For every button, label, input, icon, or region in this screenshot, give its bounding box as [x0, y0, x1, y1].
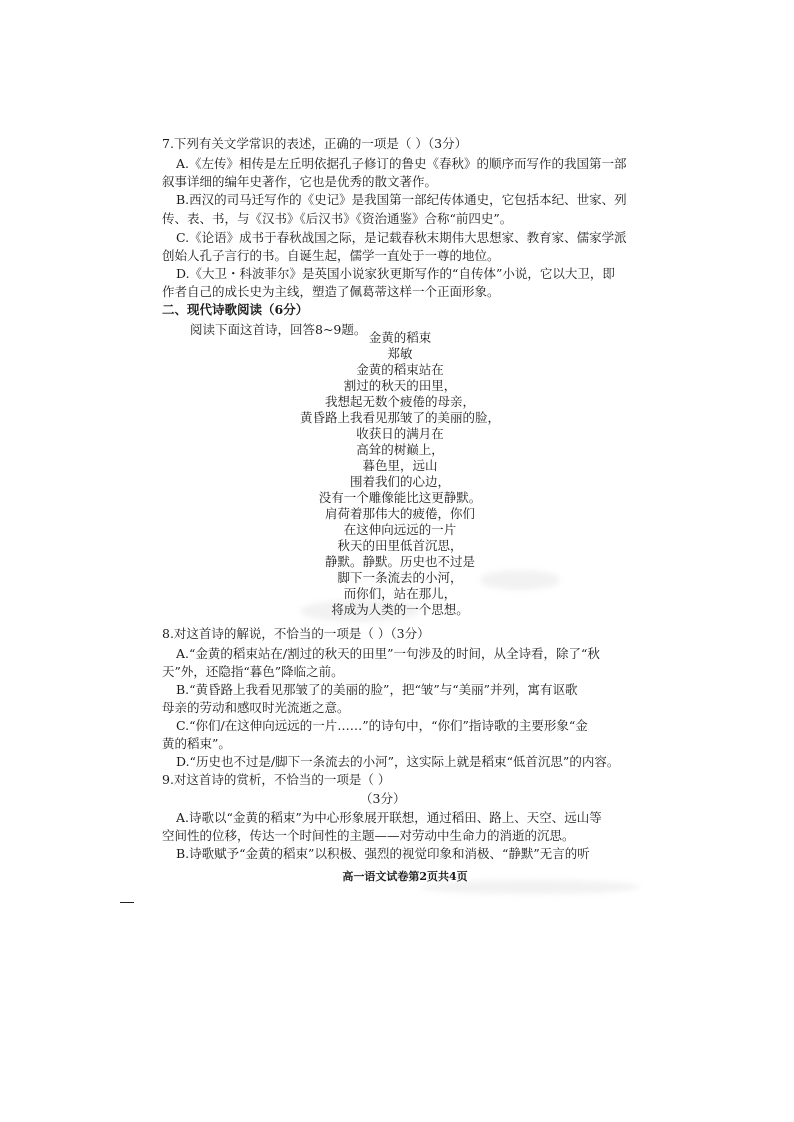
poem-line: 割过的秋天的田里， [343, 378, 457, 393]
poem-line: 金黄的稻束站在 [356, 362, 444, 377]
q7-option-c-cont: 创始人孔子言行的书。自诞生起，儒学一直处于一尊的地位。 [162, 248, 500, 263]
q7-option-d-cont: 作者自己的成长史为主线，塑造了佩葛蒂这样一个正面形象。 [162, 284, 500, 299]
poem-line: 围着我们的心边， [349, 474, 450, 489]
q8-option-c-cont: 黄的稻束”。 [162, 736, 231, 751]
poem-title: 金黄的稻束 [368, 330, 432, 345]
q8-option-c: C.“你们/在这伸向远远的一片……”的诗句中，“你们”指诗歌的主要形象“金 [176, 718, 588, 733]
q8-option-a-cont: 天”外，还隐指“暮色”降临之前。 [162, 664, 344, 679]
q7-option-a: A.《左传》相传是左丘明依据孔子修订的鲁史《春秋》的顺序而写作的我国第一部 [176, 156, 627, 171]
q7-option-a-cont: 叙事详细的编年史著作，它也是优秀的散文著作。 [162, 174, 438, 189]
q8-stem: 8.对这首诗的解说，不恰当的一项是（ ）（3分） [162, 626, 430, 641]
q9-score: （3分） [360, 791, 406, 806]
poem-line: 收获日的满月在 [356, 426, 444, 441]
poem-line: 在这伸向远远的一片 [343, 522, 457, 537]
poem-line: 将成为人类的一个思想。 [331, 602, 469, 617]
q8-option-b: B.“黄昏路上我看见那皱了的美丽的脸”，把“皱”与“美丽”并列，寓有讴歌 [176, 682, 578, 697]
q9-option-b: B.诗歌赋予“金黄的稻束”以积极、强烈的视觉印象和消极、“静默”无言的听 [176, 846, 590, 861]
q8-option-a: A.“金黄的稻束站在/割过的秋天的田里”一句涉及的时间，从全诗看，除了“秋 [176, 646, 600, 661]
q8-option-d: D.“历史也不过是/脚下一条流去的小河”，这实际上就是稻束“低首沉思”的内容。 [176, 754, 620, 769]
q9-option-a-cont: 空间性的位移，传达一个时间性的主题——对劳动中生命力的消逝的沉思。 [162, 828, 575, 843]
q7-option-b: B.西汉的司马迁写作的《史记》是我国第一部纪传体通史，它包括本纪、世家、列 [176, 192, 627, 207]
poem-line: 我想起无数个疲倦的母亲， [324, 394, 475, 409]
poem-line: 而你们，站在那儿， [343, 586, 457, 601]
poem-line: 肩荷着那伟大的疲倦，你们 [324, 506, 475, 521]
q7-option-d: D.《大卫・科波菲尔》是英国小说家狄更斯写作的“自传体”小说，它以大卫，即 [176, 266, 615, 281]
poem-line: 脚下一条流去的小河， [337, 570, 463, 585]
q7-option-c: C.《论语》成书于春秋战国之际，是记载春秋末期伟大思想家、教育家、儒家学派 [176, 230, 627, 245]
section-heading: 二、现代诗歌阅读（6分） [162, 302, 309, 317]
poem-line: 没有一个雕像能比这更静默。 [318, 490, 482, 505]
q7-option-b-cont: 传、表、书，与《汉书》《后汉书》《资治通鉴》合称“前四史”。 [162, 211, 513, 226]
q9-stem: 9.对这首诗的赏析，不恰当的一项是（ ） [162, 772, 391, 787]
poem-line: 高耸的树巅上， [356, 442, 444, 457]
poem-author: 郑敏 [387, 346, 413, 361]
poem-line: 秋天的田里低首沉思， [337, 538, 463, 553]
scan-mark [120, 902, 134, 903]
q8-option-b-cont: 母亲的劳动和感叹时光流逝之意。 [162, 700, 350, 715]
poem-line: 黄昏路上我看见那皱了的美丽的脸， [300, 410, 501, 425]
page-footer: 高一语文试卷第2页共4页 [342, 870, 468, 883]
section-instruction: 阅读下面这首诗，回答8~9题。 [190, 322, 367, 337]
poem-line: 暮色里，远山 [362, 458, 438, 473]
q9-option-a: A.诗歌以“金黄的稻束”为中心形象展开联想，通过稻田、路上、天空、远山等 [176, 810, 602, 825]
q7-stem: 7.下列有关文学常识的表述，正确的一项是（ ）（3分） [162, 136, 468, 151]
poem-line: 静默。静默。历史也不过是 [324, 554, 475, 569]
